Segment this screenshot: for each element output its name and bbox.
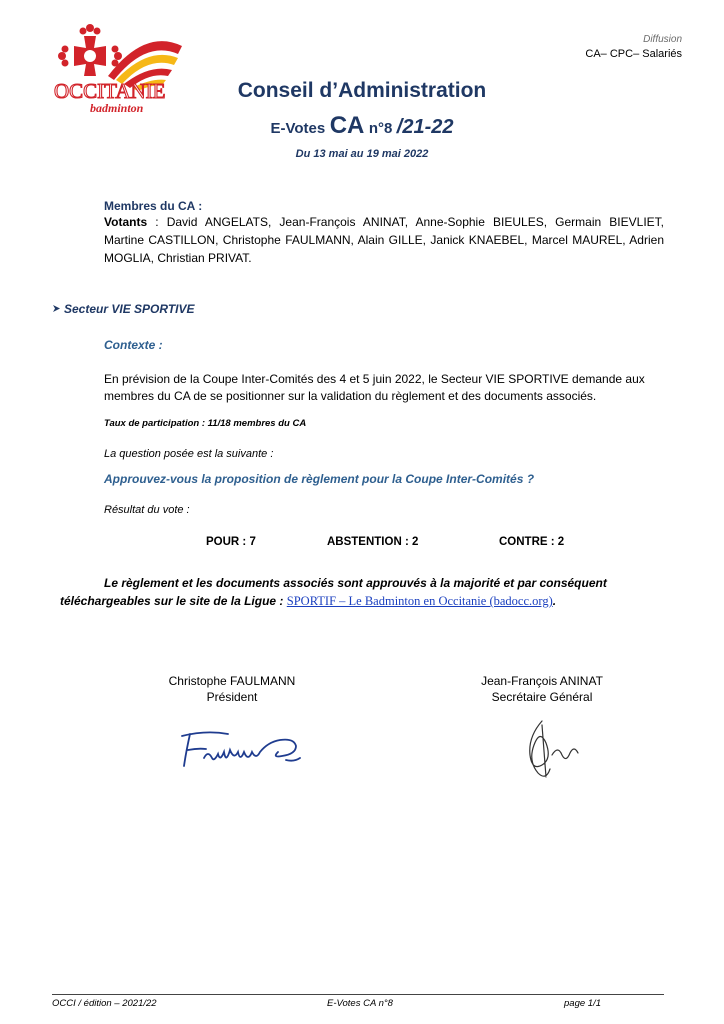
president-role: Président: [206, 690, 258, 704]
svg-text:badminton: badminton: [90, 101, 144, 115]
sector-heading: [52, 302, 195, 316]
sector-label: Secteur VIE SPORTIVE: [64, 302, 195, 316]
subtitle-year: /21-22: [396, 116, 454, 138]
context-text: En prévision de la Coupe Inter-Comités des 4 et 5 juin 2022, le Secteur VIE SPORTIVE demande aux membres du CA de se positionner sur la validation du règlement et des documents associés.: [104, 372, 645, 403]
arrow-right-icon: [52, 302, 61, 316]
conclusion-end: .: [552, 594, 557, 608]
subtitle-number: n°8: [368, 120, 393, 137]
secretary-signature: [512, 715, 582, 783]
page-title: Conseil d’Administration: [237, 79, 487, 102]
footer-edition: OCCI / édition – 2021/22: [52, 998, 157, 1009]
subtitle-prefix: E-Votes: [270, 120, 326, 137]
diffusion-label: Diffusion: [643, 34, 682, 45]
voters-list: [104, 213, 664, 267]
footer-page: page 1/1: [564, 998, 601, 1009]
question-intro: La question posée est la suivante :: [104, 448, 274, 460]
secretary-role: Secrétaire Général: [491, 690, 593, 704]
conclusion: [60, 574, 670, 610]
result-label: Résultat du vote :: [104, 504, 190, 516]
vote-dates: Du 13 mai au 19 mai 2022: [295, 148, 429, 160]
footer-document: E-Votes CA n°8: [327, 998, 393, 1009]
secretary-name: Jean-François ANINAT: [481, 674, 603, 688]
footer-divider: [52, 994, 664, 995]
ligue-site-link[interactable]: SPORTIF – Le Badminton en Occitanie (badocc.org): [286, 594, 553, 608]
vote-question: Approuvez-vous la proposition de règlement pour la Coupe Inter-Comités ?: [104, 472, 535, 486]
president-name: Christophe FAULMANN: [168, 674, 296, 688]
page-subtitle: [0, 112, 724, 140]
subtitle-ca: CA: [329, 112, 365, 139]
participation-rate: Taux de participation : 11/18 membres du CA: [104, 418, 307, 429]
voters-label: Votants: [104, 215, 148, 229]
vote-contre: CONTRE : 2: [499, 536, 565, 548]
diffusion-value: CA– CPC– Salariés: [585, 48, 682, 60]
members-title: Membres du CA :: [104, 199, 203, 213]
conclusion-text: Le règlement et les documents associés sont approuvés à la majorité et par conséquent téléchargeables sur le site de la Ligue :: [60, 576, 607, 608]
president-signature: [176, 722, 306, 774]
occitanie-badminton-logo: [50, 18, 190, 118]
vote-abstention: ABSTENTION : 2: [327, 536, 419, 548]
vote-pour: POUR : 7: [206, 536, 256, 548]
voters-names: : David ANGELATS, Jean-François ANINAT, Anne-Sophie BIEULES, Germain BIEVLIET, Martine CASTILLON, Christophe FAULMANN, Alain GILLE, Janick KNAEBEL, Marcel MAUREL, Adrien MOGLIA, Christian PRIVAT.: [104, 215, 664, 265]
svg-text:OCCITANIE: OCCITANIE: [54, 79, 166, 103]
context-title: Contexte :: [104, 338, 163, 352]
